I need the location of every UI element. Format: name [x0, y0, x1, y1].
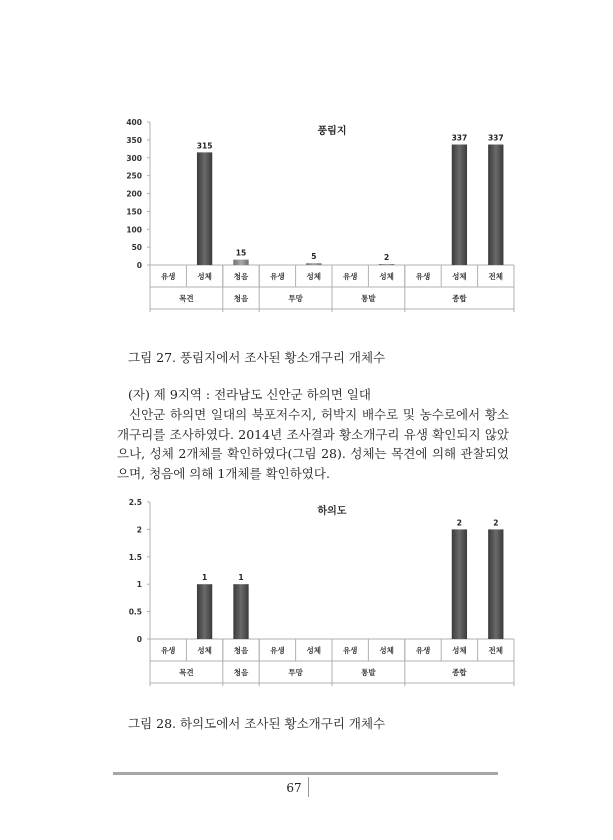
bar	[233, 260, 248, 265]
bar	[197, 152, 212, 265]
y-tick-label: 400	[126, 118, 142, 127]
y-tick-label: 1.5	[128, 552, 142, 562]
data-label: 2	[493, 518, 499, 528]
category-label: 성체	[379, 272, 394, 281]
category-label: 성체	[306, 272, 322, 281]
chart-svg	[118, 492, 520, 686]
category-label: 전체	[488, 272, 504, 281]
group-label: 통발	[361, 294, 376, 303]
category-label: 유생	[270, 646, 285, 655]
bar	[306, 263, 321, 265]
category-label: 유생	[342, 646, 358, 655]
chart-haeuido	[118, 492, 520, 686]
group-label: 투망	[288, 294, 303, 303]
category-label: 성체	[452, 272, 467, 281]
bar	[488, 145, 503, 265]
category-label: 유생	[415, 272, 431, 281]
y-tick-label: 2.5	[128, 498, 142, 507]
y-tick-label: 0.5	[128, 607, 142, 617]
group-label: 목견	[179, 294, 194, 303]
bar	[233, 584, 248, 639]
data-label: 1	[238, 573, 244, 583]
category-label: 전체	[488, 646, 504, 655]
category-label: 청음	[233, 646, 249, 655]
y-tick-label: 2	[136, 525, 142, 535]
y-tick-label: 200	[126, 189, 142, 199]
y-tick-label: 150	[126, 207, 142, 217]
section-heading: (자) 제 9지역 : 전라남도 신안군 하의면 일대	[128, 387, 371, 402]
y-tick-label: 0	[136, 261, 142, 270]
category-label: 유생	[270, 272, 285, 281]
data-label: 2	[383, 253, 390, 262]
category-label: 성체	[197, 272, 212, 281]
figure-27-caption: 그림 27. 풍림지에서 조사된 황소개구리 개체수	[128, 350, 386, 365]
data-label: 337	[487, 133, 504, 143]
group-label: 종합	[452, 668, 467, 677]
body-paragraph: 신안군 하의면 일대의 북포저수지, 허박지 배수로 및 농수로에서 황소개구리를 조사하였다. 2014년 조사결과 황소개구리 유생 확인되지 않았으나, 성체 2개체를 확인하였다(그림 28). 성체는 목견에 의해 관찰되었으며, 청음에 의해 1개체를 확인하였다.	[117, 407, 509, 481]
footer-rule	[113, 772, 498, 775]
group-label: 종합	[452, 294, 467, 303]
data-label: 337	[451, 133, 468, 143]
group-label: 목견	[179, 668, 194, 677]
category-label: 성체	[197, 646, 212, 655]
y-tick-label: 1	[136, 580, 142, 590]
y-tick-label: 0	[136, 635, 142, 644]
bar	[379, 264, 394, 265]
data-label: 315	[196, 141, 213, 151]
y-tick-label: 100	[126, 225, 142, 235]
category-label: 청음	[233, 272, 249, 281]
data-label: 5	[311, 252, 317, 262]
page-number: 67	[286, 781, 302, 795]
data-label: 15	[235, 248, 247, 258]
group-label: 통발	[361, 668, 376, 677]
data-label: 1	[201, 573, 208, 583]
category-label: 성체	[452, 646, 467, 655]
bar	[452, 145, 467, 265]
figure-28-caption: 그림 28. 하의도에서 조사된 황소개구리 개체수	[128, 716, 386, 731]
category-label: 성체	[306, 646, 322, 655]
category-label: 성체	[379, 646, 394, 655]
data-label: 2	[456, 518, 463, 528]
category-label: 유생	[160, 272, 176, 281]
bar	[452, 529, 467, 639]
footer-divider	[308, 777, 309, 797]
y-tick-label: 350	[126, 135, 142, 145]
group-label: 투망	[288, 668, 303, 677]
category-label: 유생	[415, 646, 431, 655]
chart-title: 하의도	[317, 506, 347, 517]
y-tick-label: 300	[126, 153, 142, 163]
group-label: 청음	[233, 668, 249, 677]
chart-title: 풍림지	[317, 126, 347, 137]
group-label: 청음	[233, 294, 249, 303]
y-tick-label: 50	[131, 243, 142, 253]
chart-svg	[118, 112, 520, 312]
chart-pungnimji	[118, 112, 520, 312]
bar	[488, 529, 503, 639]
y-tick-label: 250	[126, 171, 142, 181]
bar	[197, 584, 212, 639]
category-label: 유생	[160, 646, 176, 655]
category-label: 유생	[342, 272, 358, 281]
